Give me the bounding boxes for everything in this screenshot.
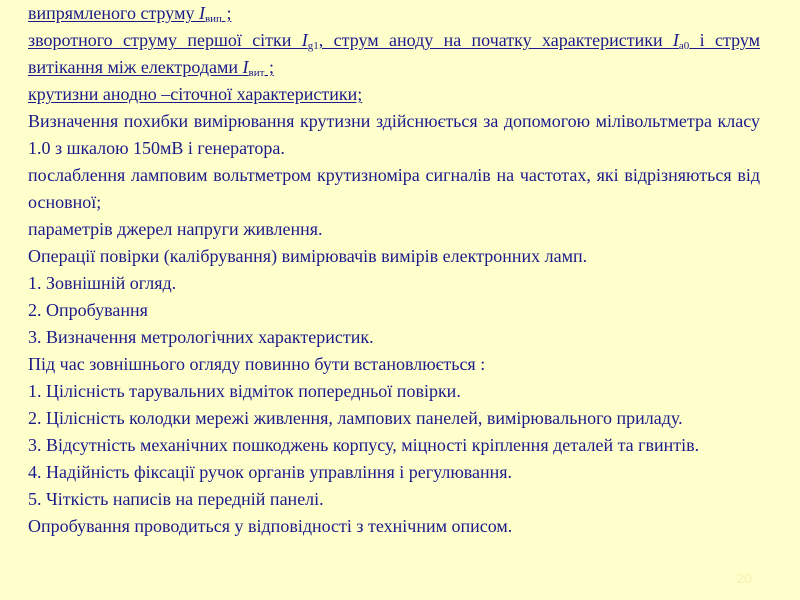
paragraph: Опробування проводиться у відповідності з технічним описом. xyxy=(28,516,513,536)
paragraph: послаблення ламповим вольтметром крутизноміра сигналів на частотах, які відрізняються від основної; xyxy=(28,165,760,212)
page-number: 20 xyxy=(736,570,752,586)
list-item: 3. Відсутність механічних пошкоджень корпусу, міцності кріплення деталей та гвинтів. xyxy=(28,435,700,455)
current-subscript: вит xyxy=(248,67,265,79)
paragraph: Операції повірки (калібрування) вимірювачів вимірів електронних ламп. xyxy=(28,246,588,266)
link-slope[interactable] xyxy=(28,81,760,108)
list-item: 2. Опробування xyxy=(28,300,148,320)
slide-text xyxy=(28,0,760,540)
link-tail: ; xyxy=(264,57,274,77)
current-subscript: a0 xyxy=(678,40,690,52)
list-item: 1. Цілісність тарувальних відміток попередньої повірки. xyxy=(28,381,461,401)
current-subscript: g1 xyxy=(307,40,319,52)
paragraph: параметрів джерел напруги живлення. xyxy=(28,219,323,239)
link-tail: і струм витікання між електродами xyxy=(28,30,760,77)
link-text: крутизни анодно –сіточної характеристики; xyxy=(28,84,363,104)
current-symbol: I xyxy=(301,30,308,50)
link-rectified-current[interactable] xyxy=(28,0,760,27)
list-item: 3. Визначення метрологічних характеристик. xyxy=(28,327,374,347)
paragraph: Під час зовнішнього огляду повинно бути встановлюється : xyxy=(28,354,486,374)
link-text: випрямленого струму xyxy=(28,3,199,23)
current-symbol: I xyxy=(198,3,205,23)
list-item: 4. Надійність фіксації ручок органів управління і регулювання. xyxy=(28,462,513,482)
paragraph: Визначення похибки вимірювання крутизни здійснюється за допомогою мілівольтметра класу 1.0 з шкалою 150мВ і генератора. xyxy=(28,111,760,158)
current-subscript: вип xyxy=(204,13,222,25)
link-text: зворотного струму першої сітки xyxy=(28,30,302,50)
current-symbol: I xyxy=(242,57,249,77)
current-symbol: I xyxy=(672,30,679,50)
link-tail: ; xyxy=(221,3,232,23)
link-reverse-current[interactable] xyxy=(28,27,760,81)
list-item: 5. Чіткість написів на передній панелі. xyxy=(28,489,324,509)
link-tail: , струм аноду на початку характеристики xyxy=(318,30,673,50)
list-item: 2. Цілісність колодки мережі живлення, лампових панелей, вимірювального приладу. xyxy=(28,408,683,428)
list-item: 1. Зовнішній огляд. xyxy=(28,273,177,293)
